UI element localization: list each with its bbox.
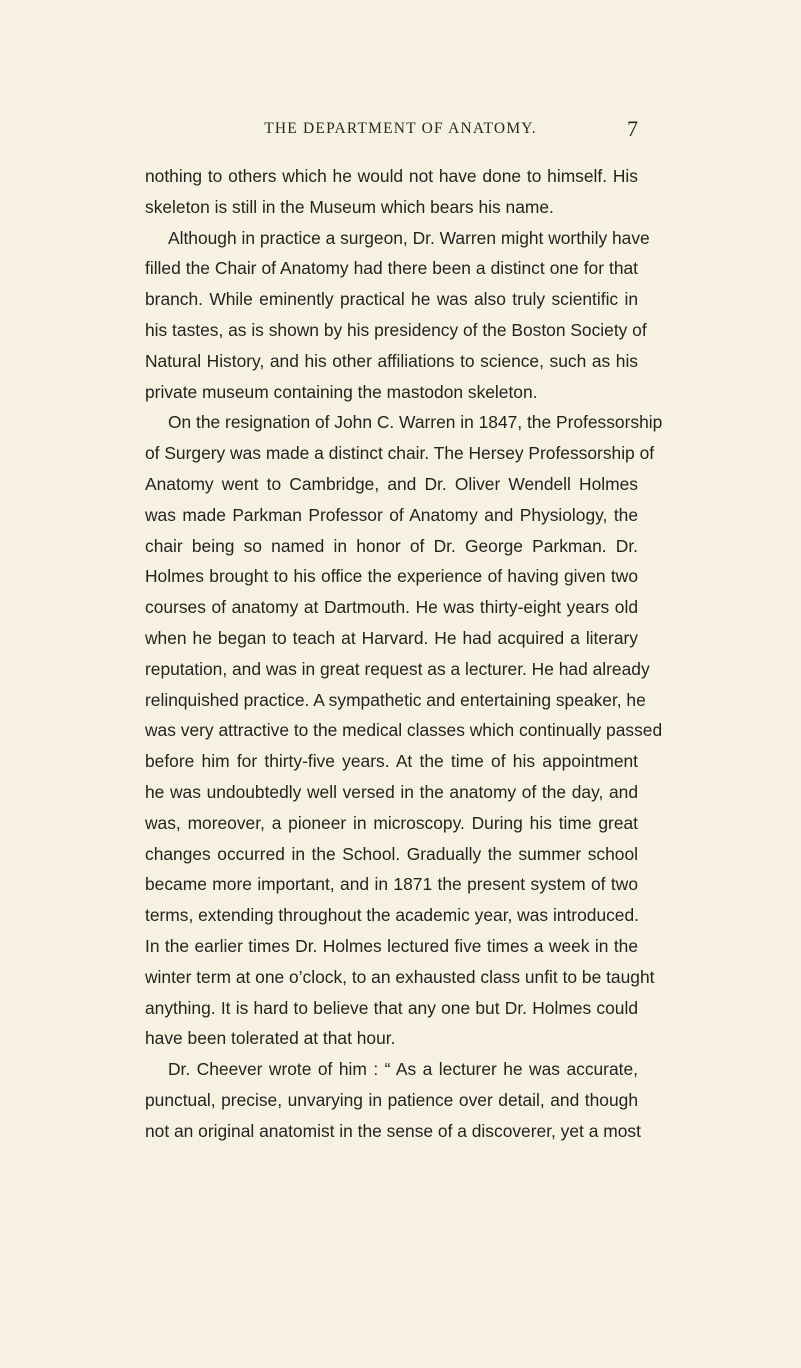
text-line: was made Parkman Professor of Anatomy and Physiology, the	[145, 504, 638, 525]
text-line: On the resignation of John C. Warren in 1847, the Professorship	[168, 412, 663, 433]
text-line: In the earlier times Dr. Holmes lectured five times a week in the	[145, 935, 638, 956]
text-line: relinquished practice. A sympathetic and entertaining speaker, he	[145, 689, 646, 710]
text-line: changes occurred in the School. Gradually the summer school	[145, 843, 638, 864]
text-line: terms, extending throughout the academic year, was introduced.	[145, 905, 639, 926]
text-line: was, moreover, a pioneer in microscopy. During his time great	[145, 812, 638, 833]
text-line: he was undoubtedly well versed in the anatomy of the day, and	[145, 781, 638, 802]
body-text	[145, 161, 663, 1147]
text-line: before him for thirty-five years. At the time of his appointment	[145, 751, 638, 772]
text-line: Holmes brought to his office the experience of having given two	[145, 566, 638, 587]
text-line: Anatomy went to Cambridge, and Dr. Oliver Wendell Holmes	[145, 473, 638, 494]
text-line: of Surgery was made a distinct chair. The Hersey Professorship of	[145, 443, 655, 464]
text-line: branch. While eminently practical he was also truly scientific in	[145, 289, 638, 310]
text-line: winter term at one o’clock, to an exhausted class unfit to be taught	[145, 966, 655, 987]
text-line: anything. It is hard to believe that any one but Dr. Holmes could	[145, 997, 638, 1018]
text-line: Although in practice a surgeon, Dr. Warren might worthily have	[168, 227, 650, 248]
running-head	[0, 116, 801, 142]
text-line: Natural History, and his other affiliations to science, such as his	[145, 350, 638, 371]
text-line: nothing to others which he would not have done to himself. His	[145, 166, 638, 186]
text-line: have been tolerated at that hour.	[145, 1028, 396, 1049]
page-number: 7	[627, 116, 638, 141]
text-line: courses of anatomy at Dartmouth. He was thirty-eight years old	[145, 597, 638, 618]
text-line: punctual, precise, unvarying in patience over detail, and though	[145, 1089, 638, 1110]
text-line: Dr. Cheever wrote of him : “ As a lecturer he was accurate,	[168, 1059, 638, 1080]
text-line: filled the Chair of Anatomy had there been a distinct one for that	[145, 258, 638, 279]
text-line: was very attractive to the medical classes which continually passed	[145, 720, 663, 741]
running-head-title: THE DEPARTMENT OF ANATOMY.	[264, 120, 537, 137]
text-line: chair being so named in honor of Dr. George Parkman. Dr.	[145, 535, 638, 556]
text-line: skeleton is still in the Museum which bears his name.	[145, 196, 554, 217]
text-line: private museum containing the mastodon skeleton.	[145, 381, 538, 402]
text-line: not an original anatomist in the sense of a discoverer, yet a most	[145, 1120, 641, 1141]
text-line: when he began to teach at Harvard. He had acquired a literary	[145, 627, 638, 648]
text-line: his tastes, as is shown by his presidency of the Boston Society of	[145, 319, 647, 340]
text-line: became more important, and in 1871 the present system of two	[145, 874, 638, 895]
text-line: reputation, and was in great request as a lecturer. He had already	[145, 658, 650, 679]
